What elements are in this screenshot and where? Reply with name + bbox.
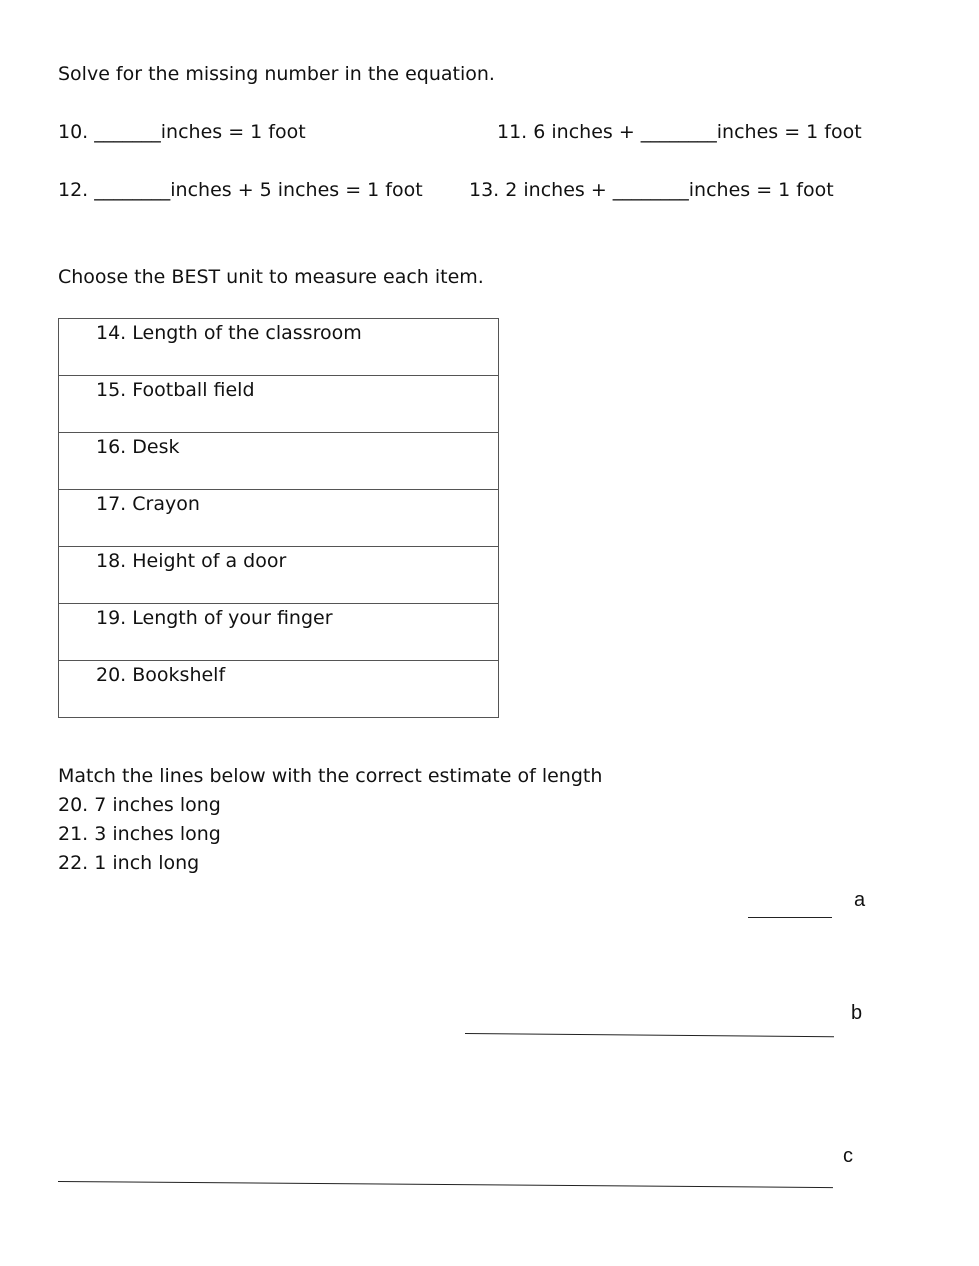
table-row: [59, 319, 499, 376]
line-b-label: b: [851, 1002, 863, 1024]
table-cell: 18. Height of a door: [59, 547, 499, 604]
table-cell: 19. Length of your finger: [59, 604, 499, 661]
units-table: [58, 318, 499, 718]
table-row: [59, 490, 499, 547]
table-row: [59, 604, 499, 661]
match-item-21: 21. 3 inches long: [58, 823, 221, 845]
line-c-label: c: [843, 1145, 853, 1167]
question-10: 10. _______inches = 1 foot: [58, 121, 306, 143]
equation-instruction: Solve for the missing number in the equation.: [58, 63, 495, 85]
match-item-20: 20. 7 inches long: [58, 794, 221, 816]
table-cell: 15. Football field: [59, 376, 499, 433]
line-b: [465, 1033, 834, 1037]
table-cell: 20. Bookshelf: [59, 661, 499, 718]
match-instruction: Match the lines below with the correct estimate of length: [58, 765, 603, 787]
table-cell: 16. Desk: [59, 433, 499, 490]
line-a: [748, 917, 832, 918]
table-row: [59, 376, 499, 433]
table-row: [59, 661, 499, 718]
question-13: 13. 2 inches + ________inches = 1 foot: [469, 179, 834, 201]
table-cell: 14. Length of the classroom: [59, 319, 499, 376]
table-cell: 17. Crayon: [59, 490, 499, 547]
unit-instruction: Choose the BEST unit to measure each item.: [58, 266, 484, 288]
match-item-22: 22. 1 inch long: [58, 852, 200, 874]
line-c: [58, 1181, 833, 1188]
question-11: 11. 6 inches + ________inches = 1 foot: [497, 121, 862, 143]
table-row: [59, 547, 499, 604]
line-a-label: a: [854, 889, 866, 911]
question-12: 12. ________inches + 5 inches = 1 foot: [58, 179, 423, 201]
table-row: [59, 433, 499, 490]
